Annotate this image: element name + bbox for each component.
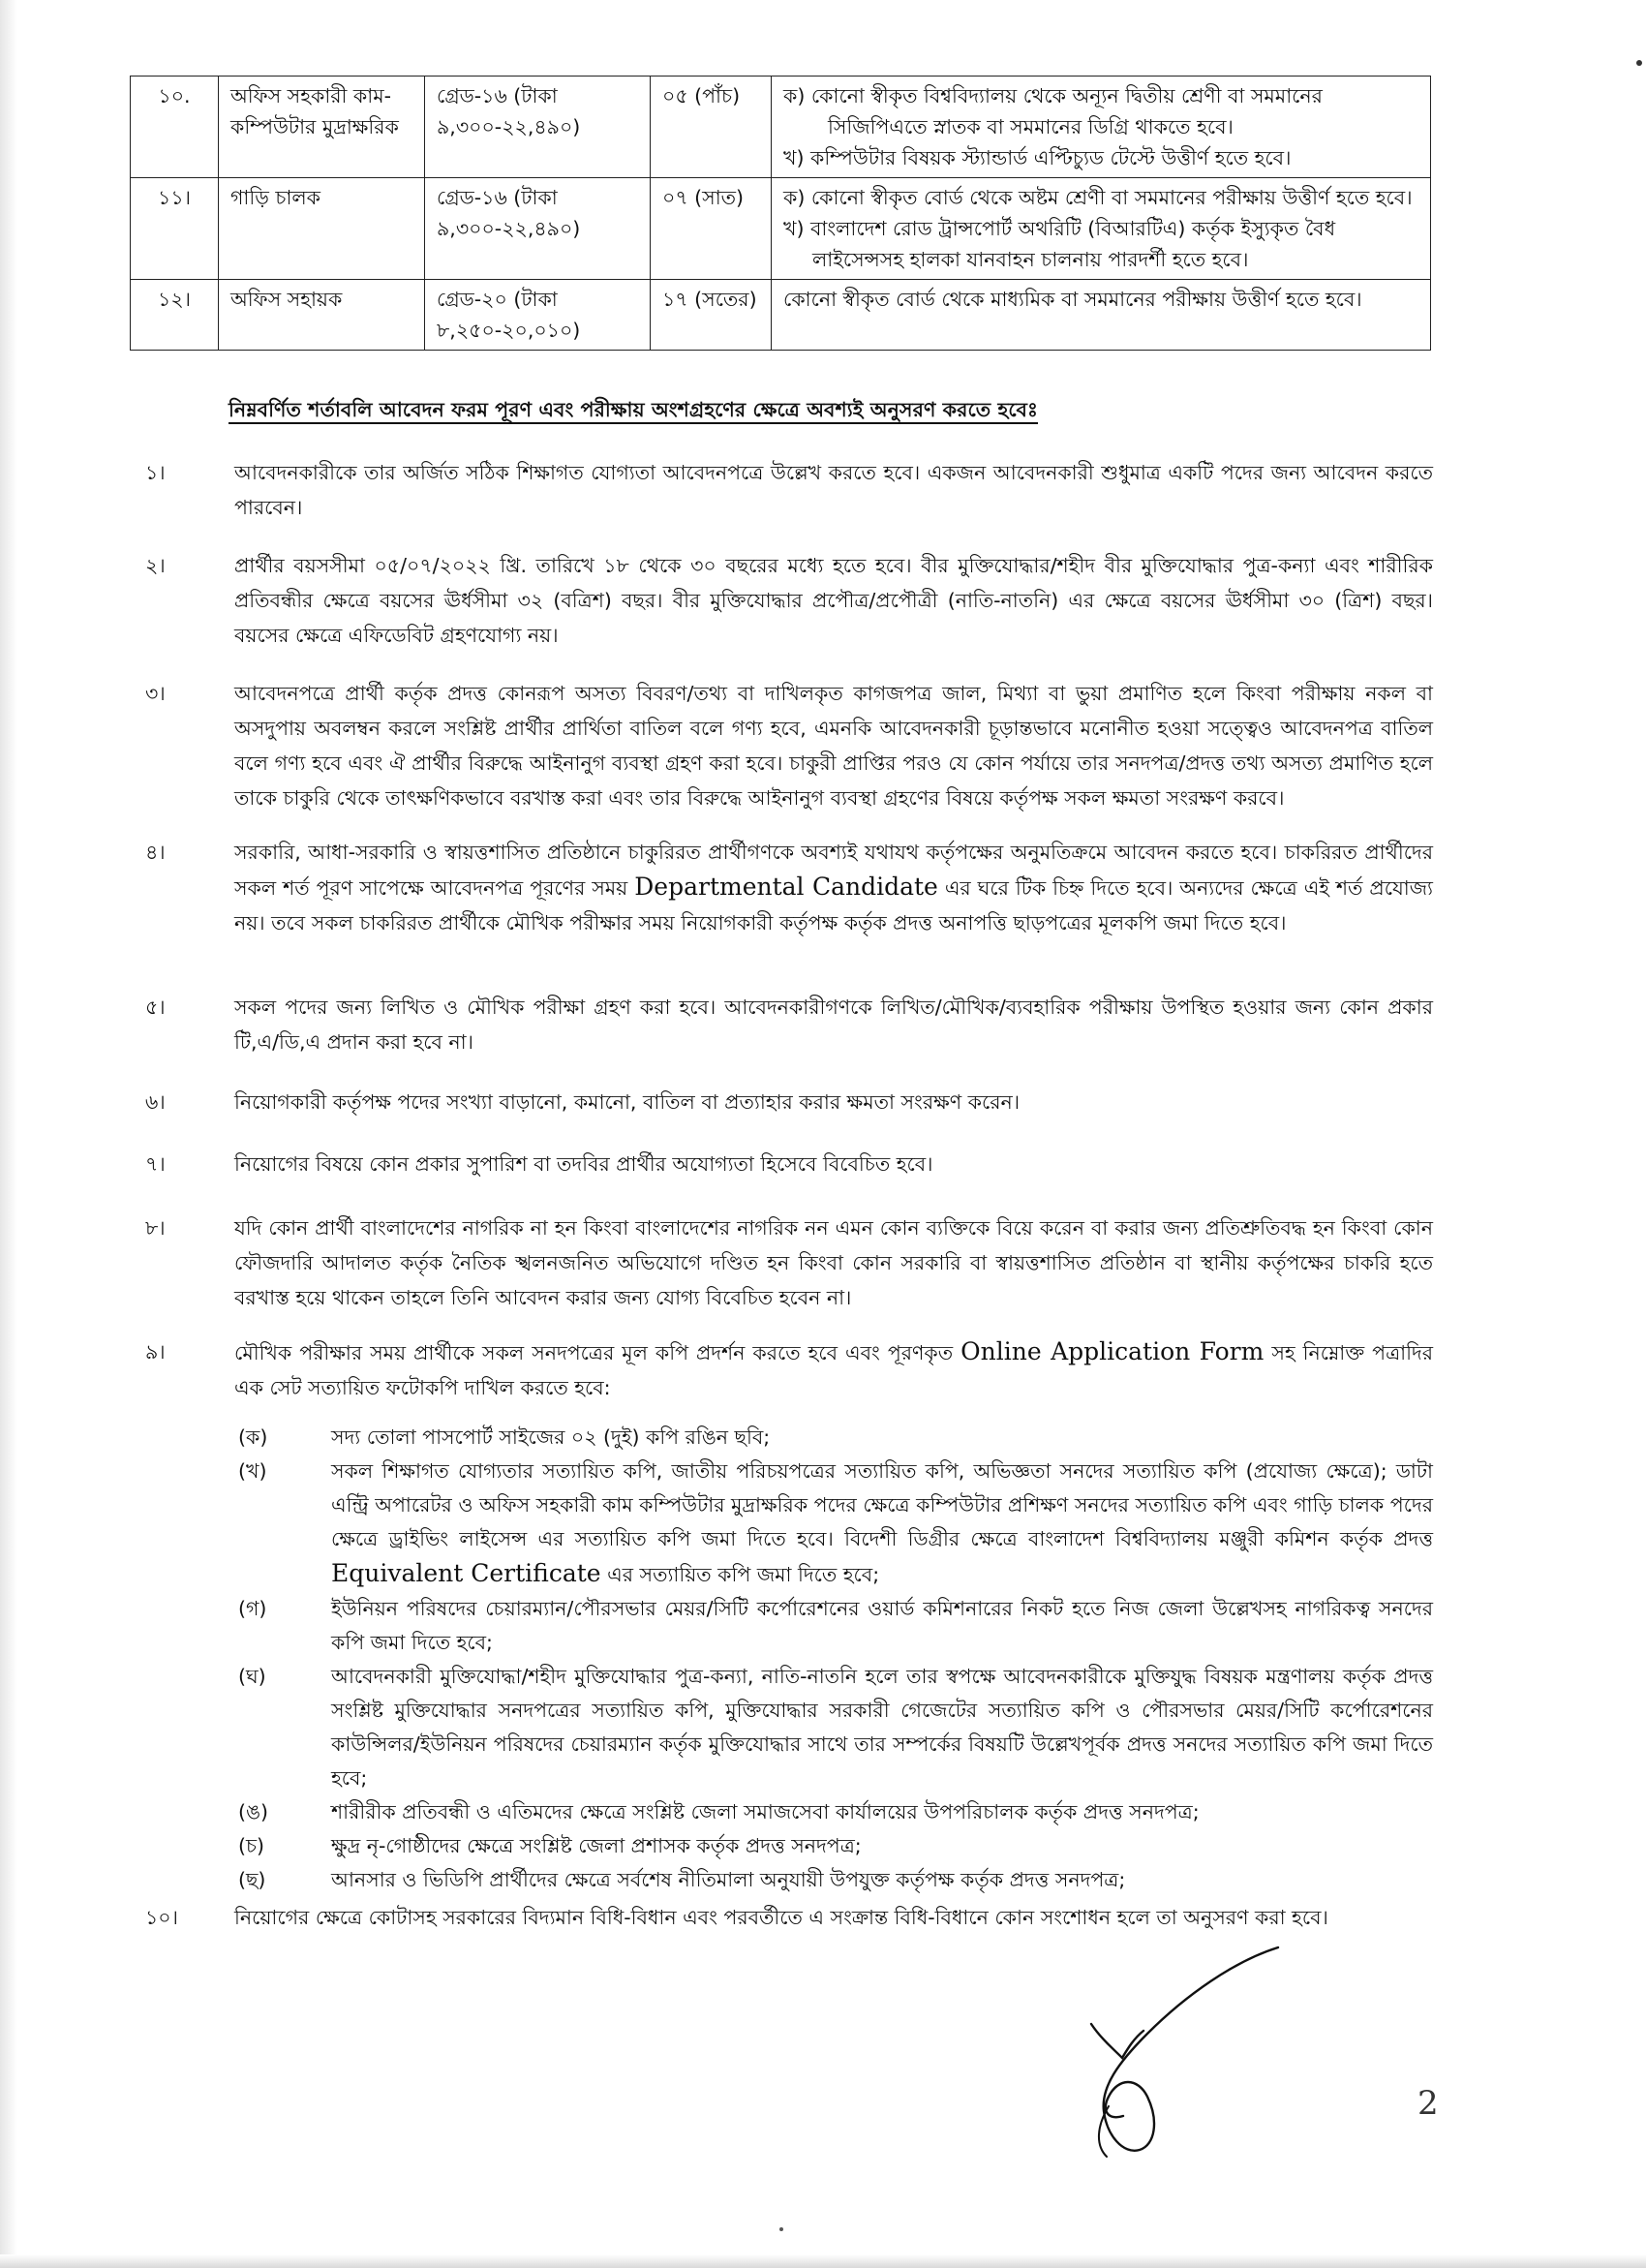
qualification-cell: [772, 178, 1431, 280]
condition-text-part: মৌখিক পরীক্ষার সময় প্রার্থীকে সকল সনদপত্রের মূল কপি প্রদর্শন করতে হবে এবং পূরণকৃত: [234, 1341, 954, 1364]
condition-item: [145, 1147, 1433, 1181]
qualification-line: খ) বাংলাদেশ রোড ট্রান্সপোর্ট অথরিটি (বিআরটিএ) কর্তৃক ইস্যুকৃত বৈধ লাইসেন্সসহ হালকা যানবাহন চালনায় পারদর্শী হতে হবে।: [783, 217, 1336, 271]
condition-number: ৯।: [145, 1340, 166, 1364]
condition-number: ৫।: [145, 996, 166, 1019]
list-item-text: ক্ষুদ্র নৃ-গোষ্ঠীদের ক্ষেত্রে সংশ্লিষ্ট জেলা প্রশাসক কর্তৃক প্রদত্ত সনদপত্র;: [331, 1834, 862, 1857]
list-item-number: (ঘ): [238, 1665, 266, 1688]
condition-number: ১।: [145, 461, 166, 484]
list-item: [238, 1829, 1433, 1863]
document-list: [238, 1421, 1433, 1897]
list-item-text: এর সত্যায়িত কপি জমা দিতে হবে;: [607, 1563, 880, 1586]
signature: [1080, 1942, 1283, 2164]
list-item-number: (ঙ): [238, 1800, 269, 1824]
serial-cell: ১২।: [131, 280, 219, 351]
list-item-text: সকল শিক্ষাগত যোগ্যতার সত্যায়িত কপি, জাতীয় পরিচয়পত্রের সত্যায়িত কপি, অভিজ্ঞতা সনদের সত্যায়িত কপি (প্রযোজ্য ক্ষেত্রে); ডাটা এন্ট্রি অপারেটর ও অফিস সহকারী কাম কম্পিউটার মুদ্রাক্ষরিক পদের ক্ষেত্রে কম্পিউটার প্রশিক্ষণ সনদের সত্যায়িত কপি এবং গাড়ি চালক পদের ক্ষেত্রে ড্রাইভিং লাইসেন্স এর সত্যায়িত কপি জমা দিতে হবে। বিদেশী ডিগ্রীর ক্ষেত্রে বাংলাদেশ বিশ্ববিদ্যালয় মঞ্জুরী কমিশন কর্তৃক প্রদত্ত: [331, 1459, 1433, 1550]
scan-speck: [1636, 60, 1642, 66]
condition-item: [145, 990, 1433, 1059]
grade-cell: গ্রেড-১৬ (টাকা ৯,৩০০-২২,৪৯০): [425, 77, 651, 178]
qualification-line: খ) কম্পিউটার বিষয়ক স্ট্যান্ডার্ড এপ্টিচ্যুড টেস্টে উত্তীর্ণ হতে হবে।: [783, 146, 1292, 169]
list-item-number: (গ): [238, 1597, 267, 1620]
condition-text: আবেদনপত্রে প্রার্থী কর্তৃক প্রদত্ত কোনরূপ অসত্য বিবরণ/তথ্য বা দাখিলকৃত কাগজপত্র জাল, মিথ্যা বা ভুয়া প্রমাণিত হলে কিংবা পরীক্ষায় নকল বা অসদুপায় অবলম্বন করলে সংশ্লিষ্ট প্রার্থীর প্রার্থিতা বাতিল বলে গণ্য হবে, এমনকি আবেদনকারী চূড়ান্তভাবে মনোনীত হওয়া সত্ত্বেও আবেদনপত্র বাতিল বলে গণ্য হবে এবং ঐ প্রার্থীর বিরুদ্ধে আইনানুগ ব্যবস্থা গ্রহণ করা হবে। চাকুরী প্রাপ্তির পরও যে কোন পর্যায়ে তার সনদপত্র/প্রদত্ত তথ্য অসত্য প্রমাণিত হলে তাকে চাকুরি থেকে তাৎক্ষণিকভাবে বরখাস্ত করা এবং তার বিরুদ্ধে আইনানুগ ব্যবস্থা গ্রহণের বিষয়ে কর্তৃপক্ষ সকল ক্ষমতা সংরক্ষণ করবে।: [234, 682, 1433, 810]
condition-text: আবেদনকারীকে তার অর্জিত সঠিক শিক্ষাগত যোগ্যতা আবেদনপত্রে উল্লেখ করতে হবে। একজন আবেদনকারী শুধুমাত্র একটি পদের জন্য আবেদন করতে পারবেন।: [234, 461, 1433, 519]
condition-item: [145, 455, 1433, 525]
qualification-cell: [772, 77, 1431, 178]
scan-edge-left: [0, 0, 17, 2268]
scan-edge-bottom: [0, 2254, 1646, 2268]
list-item-number: (ছ): [238, 1868, 266, 1891]
condition-number: ৬।: [145, 1090, 166, 1114]
post-name-cell: অফিস সহকারী কাম-কম্পিউটার মুদ্রাক্ষরিক: [219, 77, 425, 178]
list-item-text: শারীরীক প্রতিবন্ধী ও এতিমদের ক্ষেত্রে সংশ্লিষ্ট জেলা সমাজসেবা কার্যালয়ের উপপরিচালক কর্তৃক প্রদত্ত সনদপত্র;: [331, 1800, 1200, 1824]
condition-item: [145, 1900, 1433, 1935]
condition-text: সকল পদের জন্য লিখিত ও মৌখিক পরীক্ষা গ্রহণ করা হবে। আবেদনকারীগণকে লিখিত/মৌখিক/ব্যবহারিক পরীক্ষায় উপস্থিত হওয়ার জন্য কোন প্রকার টি,এ/ডি,এ প্রদান করা হবে না।: [234, 996, 1433, 1054]
post-name-cell: অফিস সহায়ক: [219, 280, 425, 351]
qualification-line: কোনো স্বীকৃত বোর্ড থেকে মাধ্যমিক বা সমমানের পরীক্ষায় উত্তীর্ণ হতে হবে।: [783, 288, 1362, 311]
condition-number: ৮।: [145, 1216, 166, 1240]
condition-number: ৭।: [145, 1152, 166, 1176]
list-item-text: আবেদনকারী মুক্তিযোদ্ধা/শহীদ মুক্তিযোদ্ধার পুত্র-কন্যা, নাতি-নাতনি হলে তার স্বপক্ষে আবেদনকারীকে মুক্তিযুদ্ধ বিষয়ক মন্ত্রণালয় কর্তৃক প্রদত্ত সংশ্লিষ্ট মুক্তিযোদ্ধার সনদপত্রের সত্যায়িত কপি, মুক্তিযোদ্ধার সরকারী গেজেটের সত্যায়িত কপি ও পৌরসভার মেয়র/সিটি কর্পোরেশনের কাউন্সিলর/ইউনিয়ন পরিষদের চেয়ারম্যান কর্তৃক মুক্তিযোদ্ধার সাথে তার সম্পর্কের বিষয়টি উল্লেখপূর্বক প্রদত্ত সনদের সত্যায়িত কপি জমা দিতে হবে;: [331, 1665, 1433, 1790]
list-item: [238, 1863, 1433, 1897]
condition-text-part: সহ নিম্নোক্ত পত্রাদির এক সেট সত্যায়িত ফটোকপি দাখিল করতে হবে:: [234, 1341, 1433, 1399]
list-item: [238, 1421, 1433, 1455]
list-item: [238, 1455, 1433, 1592]
grade-cell: গ্রেড-২০ (টাকা ৮,২৫০-২০,০১০): [425, 280, 651, 351]
online-application-form-term: Online Application Form: [960, 1337, 1265, 1365]
post-name-cell: গাড়ি চালক: [219, 178, 425, 280]
condition-item: [145, 1211, 1433, 1315]
condition-item: [145, 835, 1433, 940]
list-item: [238, 1795, 1433, 1829]
condition-text-part: সরকারি, আধা-সরকারি ও স্বায়ত্তশাসিত প্রতিষ্ঠানে চাকুরিরত প্রার্থীগণকে অবশ্যই যথাযথ কর্তৃপক্ষের অনুমতিক্রমে আবেদন করতে হবে। চাকরিরত প্রার্থীদের সকল শর্ত পূরণ সাপেক্ষে আবেদনপত্র পূরণের সময়: [234, 841, 1433, 900]
page-number: 2: [1417, 2084, 1439, 2123]
post-count-cell: ০৭ (সাত): [651, 178, 772, 280]
list-item-number: (খ): [238, 1459, 267, 1483]
condition-text: নিয়োগকারী কর্তৃপক্ষ পদের সংখ্যা বাড়ানো, কমানো, বাতিল বা প্রত্যাহার করার ক্ষমতা সংরক্ষণ করেন।: [234, 1090, 1021, 1114]
table-row: [131, 77, 1431, 178]
condition-item: [145, 1085, 1433, 1119]
condition-text: যদি কোন প্রার্থী বাংলাদেশের নাগরিক না হন কিংবা বাংলাদেশের নাগরিক নন এমন কোন ব্যক্তিকে বিয়ে করেন বা করার জন্য প্রতিশ্রুতিবদ্ধ হন কিংবা কোন ফৌজদারি আদালত কর্তৃক নৈতিক স্খলনজনিত অভিযোগে দণ্ডিত হন কিংবা কোন সরকারি বা স্বায়ত্তশাসিত প্রতিষ্ঠান বা স্থানীয় কর্তৃপক্ষের চাকরি হতে বরখাস্ত হয়ে থাকেন তাহলে তিনি আবেদন করার জন্য যোগ্য বিবেচিত হবেন না।: [234, 1216, 1433, 1309]
condition-text: প্রার্থীর বয়সসীমা ০৫/০৭/২০২২ খ্রি. তারিখে ১৮ থেকে ৩০ বছরের মধ্যে হতে হবে। বীর মুক্তিযোদ্ধার/শহীদ বীর মুক্তিযোদ্ধার পুত্র-কন্যা এবং শারীরিক প্রতিবন্ধীর ক্ষেত্রে বয়সের ঊর্ধসীমা ৩২ (বত্রিশ) বছর। বীর মুক্তিযোদ্ধার প্রপৌত্র/প্রপৌত্রী (নাতি-নাতনি) এর ক্ষেত্রে বয়সের ঊর্ধসীমা ৩০ (ত্রিশ) বছর। বয়সের ক্ষেত্রে এফিডেবিট গ্রহণযোগ্য নয়।: [234, 554, 1433, 647]
condition-item: [145, 548, 1433, 653]
grade-cell: গ্রেড-১৬ (টাকা ৯,৩০০-২২,৪৯০): [425, 178, 651, 280]
list-item-text: আনসার ও ভিডিপি প্রার্থীদের ক্ষেত্রে সর্বশেষ নীতিমালা অনুযায়ী উপযুক্ত কর্তৃপক্ষ কর্তৃক প্রদত্ত সনদপত্র;: [331, 1868, 1126, 1891]
list-item-number: (ক): [238, 1425, 268, 1449]
condition-item: [145, 676, 1433, 815]
table-row: [131, 280, 1431, 351]
equivalent-certificate-term: Equivalent Certificate: [331, 1559, 601, 1587]
condition-item: [145, 1334, 1433, 1897]
qualification-cell: [772, 280, 1431, 351]
list-item: [238, 1592, 1433, 1660]
serial-cell: ১১।: [131, 178, 219, 280]
post-count-cell: ০৫ (পাঁচ): [651, 77, 772, 178]
conditions-heading: নিম্নবর্ণিত শর্তাবলি আবেদন ফরম পূরণ এবং পরীক্ষায় অংশগ্রহণের ক্ষেত্রে অবশ্যই অনুসরণ করতে হবেঃ: [229, 398, 1038, 421]
condition-text: [234, 835, 1433, 940]
condition-number: ৩।: [145, 682, 166, 705]
serial-cell: ১০.: [131, 77, 219, 178]
condition-number: ২।: [145, 554, 166, 577]
list-item-number: (চ): [238, 1834, 265, 1857]
qualification-line: ক) কোনো স্বীকৃত বিশ্ববিদ্যালয় থেকে অন্যূন দ্বিতীয় শ্রেণী বা সমমানের: [783, 84, 1323, 107]
condition-number: ৪।: [145, 841, 166, 864]
condition-number: ১০।: [145, 1906, 178, 1929]
table-row: [131, 178, 1431, 280]
posts-table: [130, 76, 1431, 351]
qualification-line: ক) কোনো স্বীকৃত বোর্ড থেকে অষ্টম শ্রেণী বা সমমানের পরীক্ষায় উত্তীর্ণ হতে হবে।: [783, 186, 1413, 209]
list-item-text: সদ্য তোলা পাসপোর্ট সাইজের ০২ (দুই) কপি রঙিন ছবি;: [331, 1425, 771, 1449]
condition-text: [234, 1334, 1433, 1405]
condition-text-part: এর ঘরে টিক চিহ্ন দিতে হবে। অন্যদের ক্ষেত্রে এই শর্ত প্রযোজ্য নয়। তবে সকল চাকরিরত প্রার্থীকে মৌখিক পরীক্ষার সময় নিয়োগকারী কর্তৃপক্ষ কর্তৃক প্রদত্ত অনাপত্তি ছাড়পত্রের মূলকপি জমা দিতে হবে।: [234, 876, 1433, 935]
post-count-cell: ১৭ (সতের): [651, 280, 772, 351]
condition-text: নিয়োগের ক্ষেত্রে কোটাসহ সরকারের বিদ্যমান বিধি-বিধান এবং পরবর্তীতে এ সংক্রান্ত বিধি-বিধানে কোন সংশোধন হলে তা অনুসরণ করা হবে।: [234, 1906, 1328, 1929]
list-item-text: ইউনিয়ন পরিষদের চেয়ারম্যান/পৌরসভার মেয়র/সিটি কর্পোরেশনের ওয়ার্ড কমিশনারের নিকট হতে নিজ জেলা উল্লেখসহ নাগরিকত্ব সনদের কপি জমা দিতে হবে;: [331, 1597, 1433, 1654]
scan-speck-bottom: [779, 2227, 783, 2231]
departmental-candidate-term: Departmental Candidate: [634, 873, 938, 901]
condition-text: নিয়োগের বিষয়ে কোন প্রকার সুপারিশ বা তদবির প্রার্থীর অযোগ্যতা হিসেবে বিবেচিত হবে।: [234, 1152, 933, 1176]
list-item: [238, 1660, 1433, 1795]
qualification-line: সিজিপিএতে স্নাতক বা সমমানের ডিগ্রি থাকতে হবে।: [828, 115, 1234, 138]
